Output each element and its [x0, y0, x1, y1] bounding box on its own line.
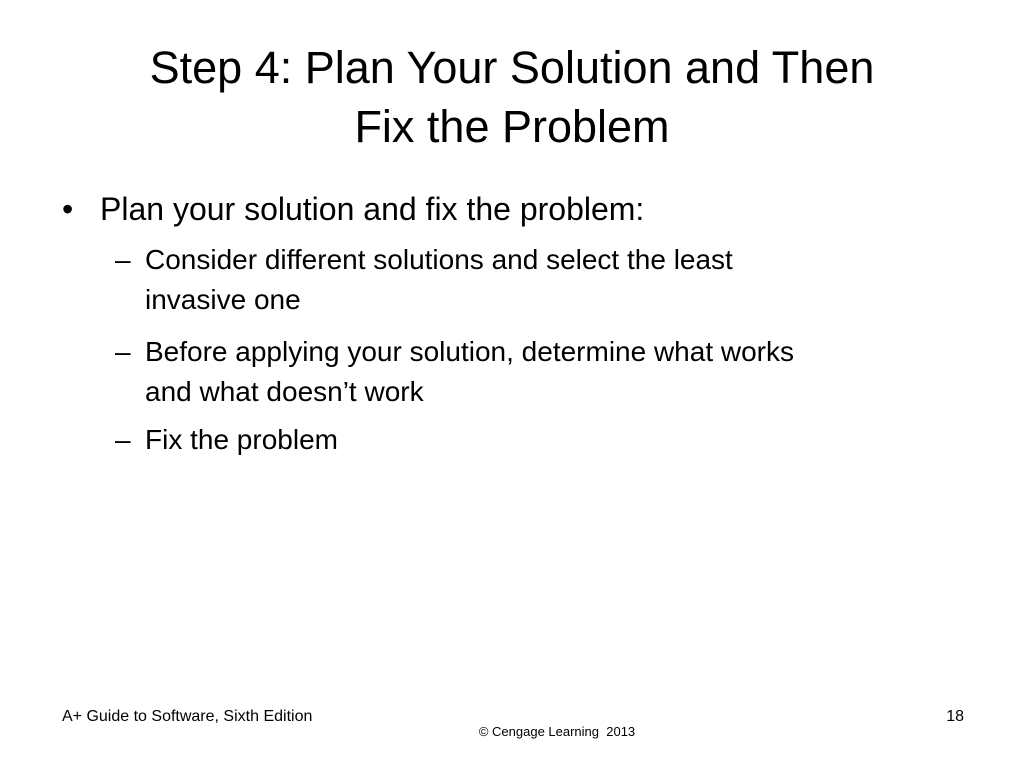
dash-marker: –: [115, 244, 131, 275]
bullet-marker: •: [62, 191, 74, 227]
bullet-text: Plan your solution and fix the problem:: [100, 191, 645, 227]
slide-title-line-2: Fix the Problem: [354, 101, 670, 152]
dash-marker: –: [115, 336, 131, 367]
dash-marker: –: [115, 424, 131, 455]
sub-item-line: Before applying your solution, determine what works: [145, 336, 795, 367]
sub-item-line: Fix the problem: [145, 424, 338, 455]
sub-item-line: Consider different solutions and select the least: [145, 244, 733, 275]
sub-item-text: [145, 240, 733, 320]
sub-item-text: [145, 420, 338, 460]
page-number: 18: [946, 708, 964, 725]
slide-title-line-1: Step 4: Plan Your Solution and Then: [149, 42, 875, 93]
footer-copyright: © Cengage Learning 2013: [478, 724, 636, 739]
sub-item-line: invasive one: [145, 284, 301, 315]
footer-book-title: A+ Guide to Software, Sixth Edition: [62, 708, 313, 725]
sub-item-line: and what doesn’t work: [145, 376, 424, 407]
slide-title: [40, 38, 984, 156]
sub-item-text: [145, 332, 794, 412]
